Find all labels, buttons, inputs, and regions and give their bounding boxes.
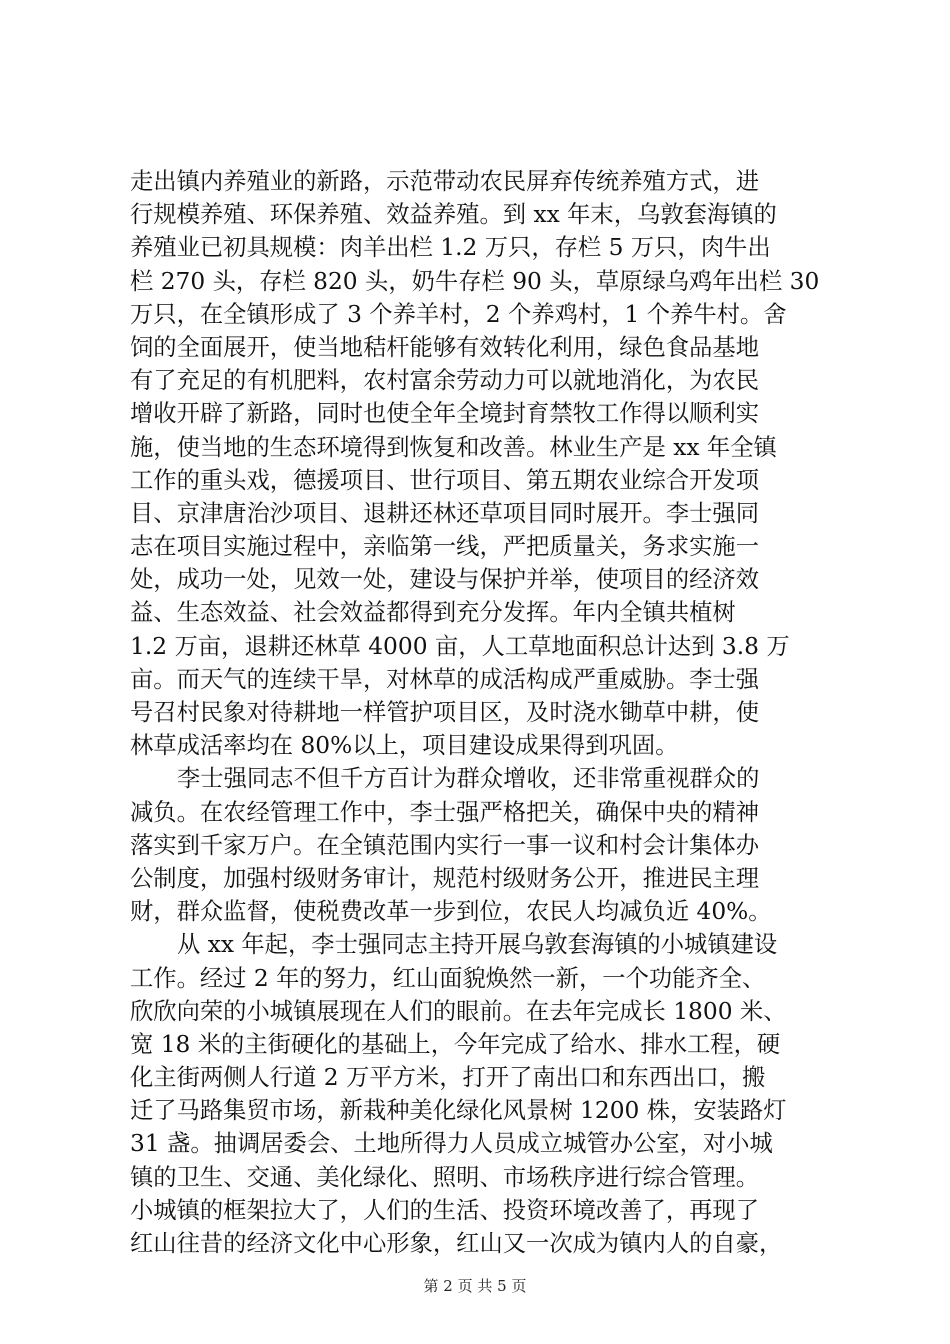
text-line: 养殖业已初具规模：肉羊出栏 1.2 万只，存栏 5 万只，肉牛出 bbox=[130, 234, 771, 262]
text-line: 号召村民象对待耕地一样管护项目区，及时浇水锄草中耕，使 bbox=[130, 699, 760, 726]
text-line: 财，群众监督，使税费改革一步到位，农民人均减负近 40%。 bbox=[130, 898, 772, 926]
text-line: 施，使当地的生态环境得到恢复和改善。林业生产是 xx 年全镇 bbox=[130, 433, 777, 461]
text-line: 镇的卫生、交通、美化绿化、照明、市场秩序进行综合管理。 bbox=[130, 1163, 760, 1191]
text-line: 红山往昔的经济文化中心形象，红山又一次成为镇内人的自豪， bbox=[130, 1230, 783, 1257]
text-line: 工作的重头戏，德援项目、世行项目、第五期农业综合开发项 bbox=[130, 466, 760, 494]
paragraph bbox=[130, 165, 842, 762]
text-line: 处，成功一处，见效一处，建设与保护并举，使项目的经济效 bbox=[130, 566, 760, 594]
text-line: 有了充足的有机肥料，农村富余劳动力可以就地消化，为农民 bbox=[130, 367, 760, 395]
document-body bbox=[130, 165, 842, 1260]
paragraph bbox=[130, 928, 842, 1260]
text-line: 1.2 万亩，退耕还林草 4000 亩，人工草地面积总计达到 3.8 万 bbox=[130, 632, 790, 660]
text-line: 志在项目实施过程中，亲临第一线，严把质量关，务求实施一 bbox=[130, 533, 760, 561]
text-line: 饲的全面展开，使当地秸杆能够有效转化利用，绿色食品基地 bbox=[130, 333, 760, 361]
text-line: 公制度，加强村级财务审计，规范村级财务公开，推进民主理 bbox=[130, 864, 760, 892]
text-line: 栏 270 头，存栏 820 头，奶牛存栏 90 头，草原绿乌鸡年出栏 30 bbox=[130, 267, 820, 295]
text-line: 迁了马路集贸市场，新栽种美化绿化风景树 1200 株，安装路灯 bbox=[130, 1097, 787, 1125]
text-line: 益、生态效益、社会效益都得到充分发挥。年内全镇共植树 bbox=[130, 599, 736, 627]
text-line: 小城镇的框架拉大了，人们的生活、投资环境改善了，再现了 bbox=[130, 1196, 760, 1224]
text-line: 从 xx 年起，李士强同志主持开展乌敦套海镇的小城镇建设 bbox=[177, 931, 778, 959]
text-line: 减负。在农经管理工作中，李士强严格把关，确保中央的精神 bbox=[130, 798, 760, 826]
paragraph bbox=[130, 762, 842, 928]
text-line: 工作。经过 2 年的努力，红山面貌焕然一新，一个功能齐全、 bbox=[130, 964, 766, 992]
text-line: 行规模养殖、环保养殖、效益养殖。到 xx 年末，乌敦套海镇的 bbox=[130, 201, 777, 229]
text-line: 林草成活率均在 80%以上，项目建设成果得到巩固。 bbox=[130, 732, 679, 760]
text-line: 走出镇内养殖业的新路，示范带动农民屏弃传统养殖方式，进 bbox=[130, 168, 760, 195]
text-line: 目、京津唐治沙项目、退耕还林还草项目同时展开。李士强同 bbox=[130, 499, 760, 527]
text-line: 李士强同志不但千方百计为群众增收，还非常重视群众的 bbox=[177, 765, 760, 793]
page-number-footer: 第 2 页 共 5 页 bbox=[423, 1277, 527, 1295]
text-line: 宽 18 米的主街硬化的基础上，今年完成了给水、排水工程，硬 bbox=[130, 1030, 781, 1058]
text-line: 落实到千家万户。在全镇范围内实行一事一议和村会计集体办 bbox=[130, 831, 760, 859]
text-line: 亩。而天气的连续干旱，对林草的成活构成严重威胁。李士强 bbox=[130, 665, 760, 693]
text-line: 欣欣向荣的小城镇展现在人们的眼前。在去年完成长 1800 米、 bbox=[130, 997, 787, 1025]
text-line: 增收开辟了新路，同时也使全年全境封育禁牧工作得以顺利实 bbox=[130, 400, 760, 428]
text-line: 万只，在全镇形成了 3 个养羊村，2 个养鸡村，1 个养牛村。舍 bbox=[130, 300, 787, 328]
text-line: 化主街两侧人行道 2 万平方米，打开了南出口和东西出口，搬 bbox=[130, 1064, 766, 1092]
text-line: 31 盏。抽调居委会、土地所得力人员成立城管办公室，对小城 bbox=[130, 1130, 773, 1158]
